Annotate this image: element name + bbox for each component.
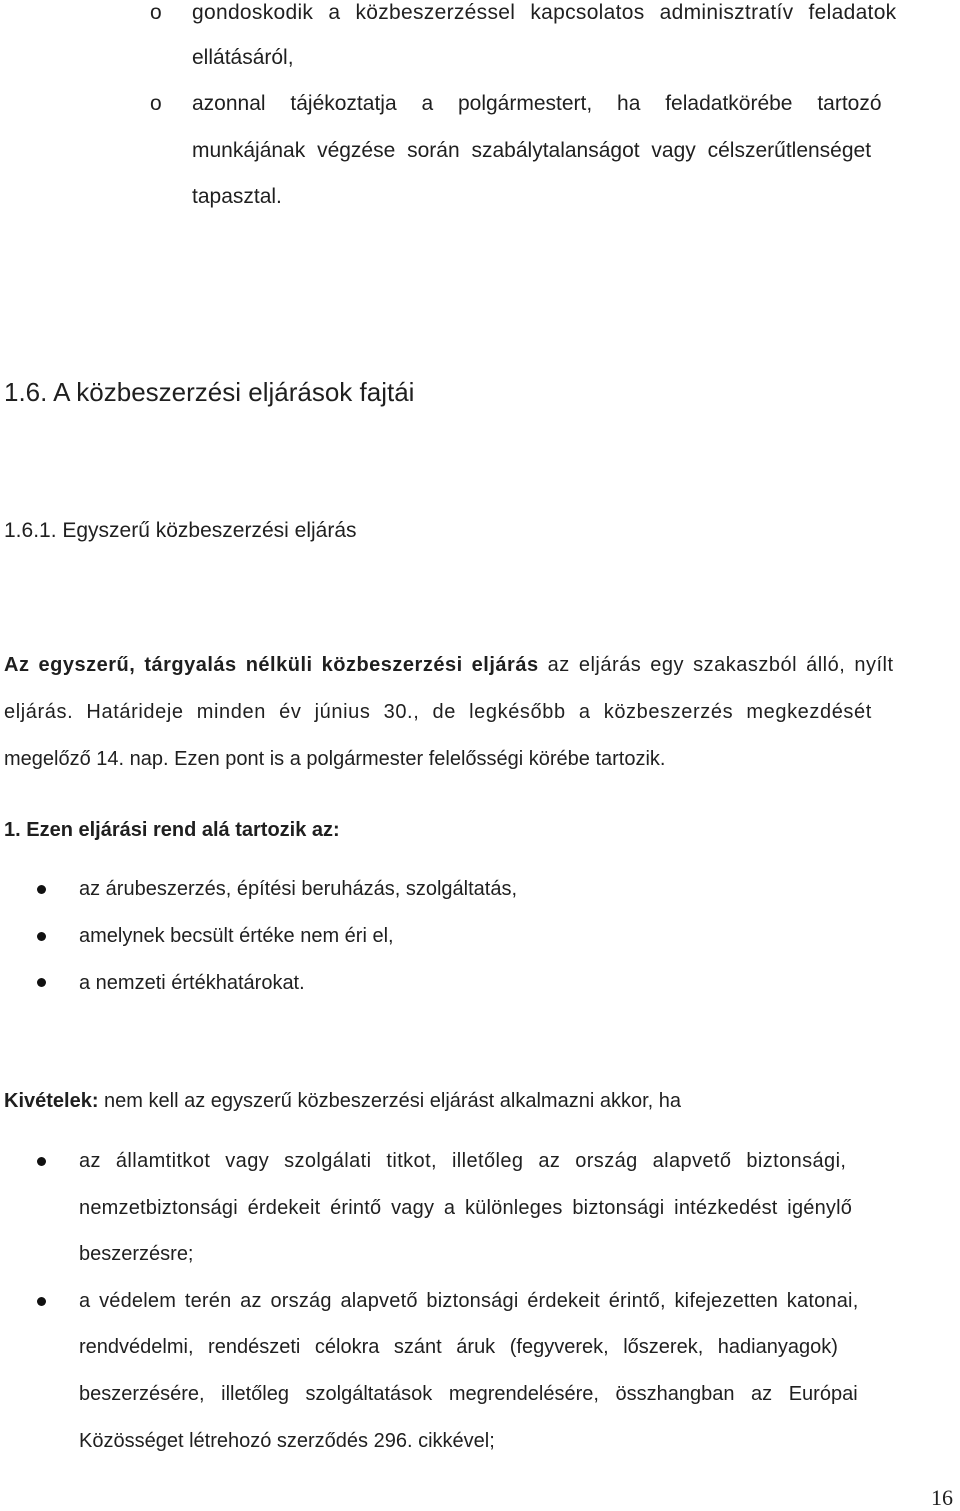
list-item-line: a védelem terén az ország alapvető biztonsági érdekeit érintő, kifejezetten katonai, <box>79 1290 859 1312</box>
list-item: az árubeszerzés, építési beruházás, szolgáltatás, <box>79 878 518 900</box>
list-item-line: ellátásáról, <box>192 46 294 69</box>
list-item-line: nemzetbiztonsági érdekeit érintő vagy a különleges biztonsági intézkedést igénylő <box>79 1197 853 1219</box>
exceptions-line <box>4 1088 681 1114</box>
list-item-line: Közösséget létrehozó szerződés 296. cikkével; <box>79 1430 495 1452</box>
bullet-dot <box>37 978 46 987</box>
page-number: 16 <box>931 1485 953 1510</box>
exceptions-text: nem kell az egyszerű közbeszerzési eljárást alkalmazni akkor, ha <box>98 1090 681 1112</box>
exceptions-label: Kivételek: <box>4 1090 99 1112</box>
paragraph-line <box>4 652 894 678</box>
paragraph-line: megelőző 14. nap. Ezen pont is a polgármester felelősségi körébe tartozik. <box>4 748 666 770</box>
list-item-line: beszerzésére, illetőleg szolgáltatások megrendelésére, összhangban az Európai <box>79 1383 858 1405</box>
bold-lead: Az egyszerű, tárgyalás nélküli közbeszerzési eljárás <box>4 654 539 676</box>
list-item-line: beszerzésre; <box>79 1243 194 1265</box>
list-item-line: gondoskodik a közbeszerzéssel kapcsolatos adminisztratív feladatok <box>192 1 897 24</box>
paragraph-line: eljárás. Határideje minden év június 30., de legkésőbb a közbeszerzés megkezdését <box>4 701 872 723</box>
section-heading: 1.6. A közbeszerzési eljárások fajtái <box>4 377 415 407</box>
bullet-dot <box>37 1297 46 1306</box>
list-item: a nemzeti értékhatárokat. <box>79 972 305 994</box>
list-bullet-o: o <box>150 1 162 24</box>
list-heading: 1. Ezen eljárási rend alá tartozik az: <box>4 819 340 841</box>
list-item-line: tapasztal. <box>192 185 282 208</box>
list-item-line: az államtitkot vagy szolgálati titkot, illetőleg az ország alapvető biztonsági, <box>79 1150 847 1172</box>
list-item-line: rendvédelmi, rendészeti célokra szánt áruk (fegyverek, lőszerek, hadianyagok) <box>79 1336 838 1358</box>
list-item-line: azonnal tájékoztatja a polgármestert, ha feladatkörébe tartozó <box>192 92 882 115</box>
paragraph-text: az eljárás egy szakaszból álló, nyílt <box>538 654 894 676</box>
subsection-heading: 1.6.1. Egyszerű közbeszerzési eljárás <box>4 519 357 542</box>
bullet-dot <box>37 932 46 941</box>
list-bullet-o: o <box>150 92 162 115</box>
list-item: amelynek becsült értéke nem éri el, <box>79 925 394 947</box>
bullet-dot <box>37 1157 46 1166</box>
bullet-dot <box>37 885 46 894</box>
list-item-line: munkájának végzése során szabálytalanságot vagy célszerűtlenséget <box>192 139 872 162</box>
